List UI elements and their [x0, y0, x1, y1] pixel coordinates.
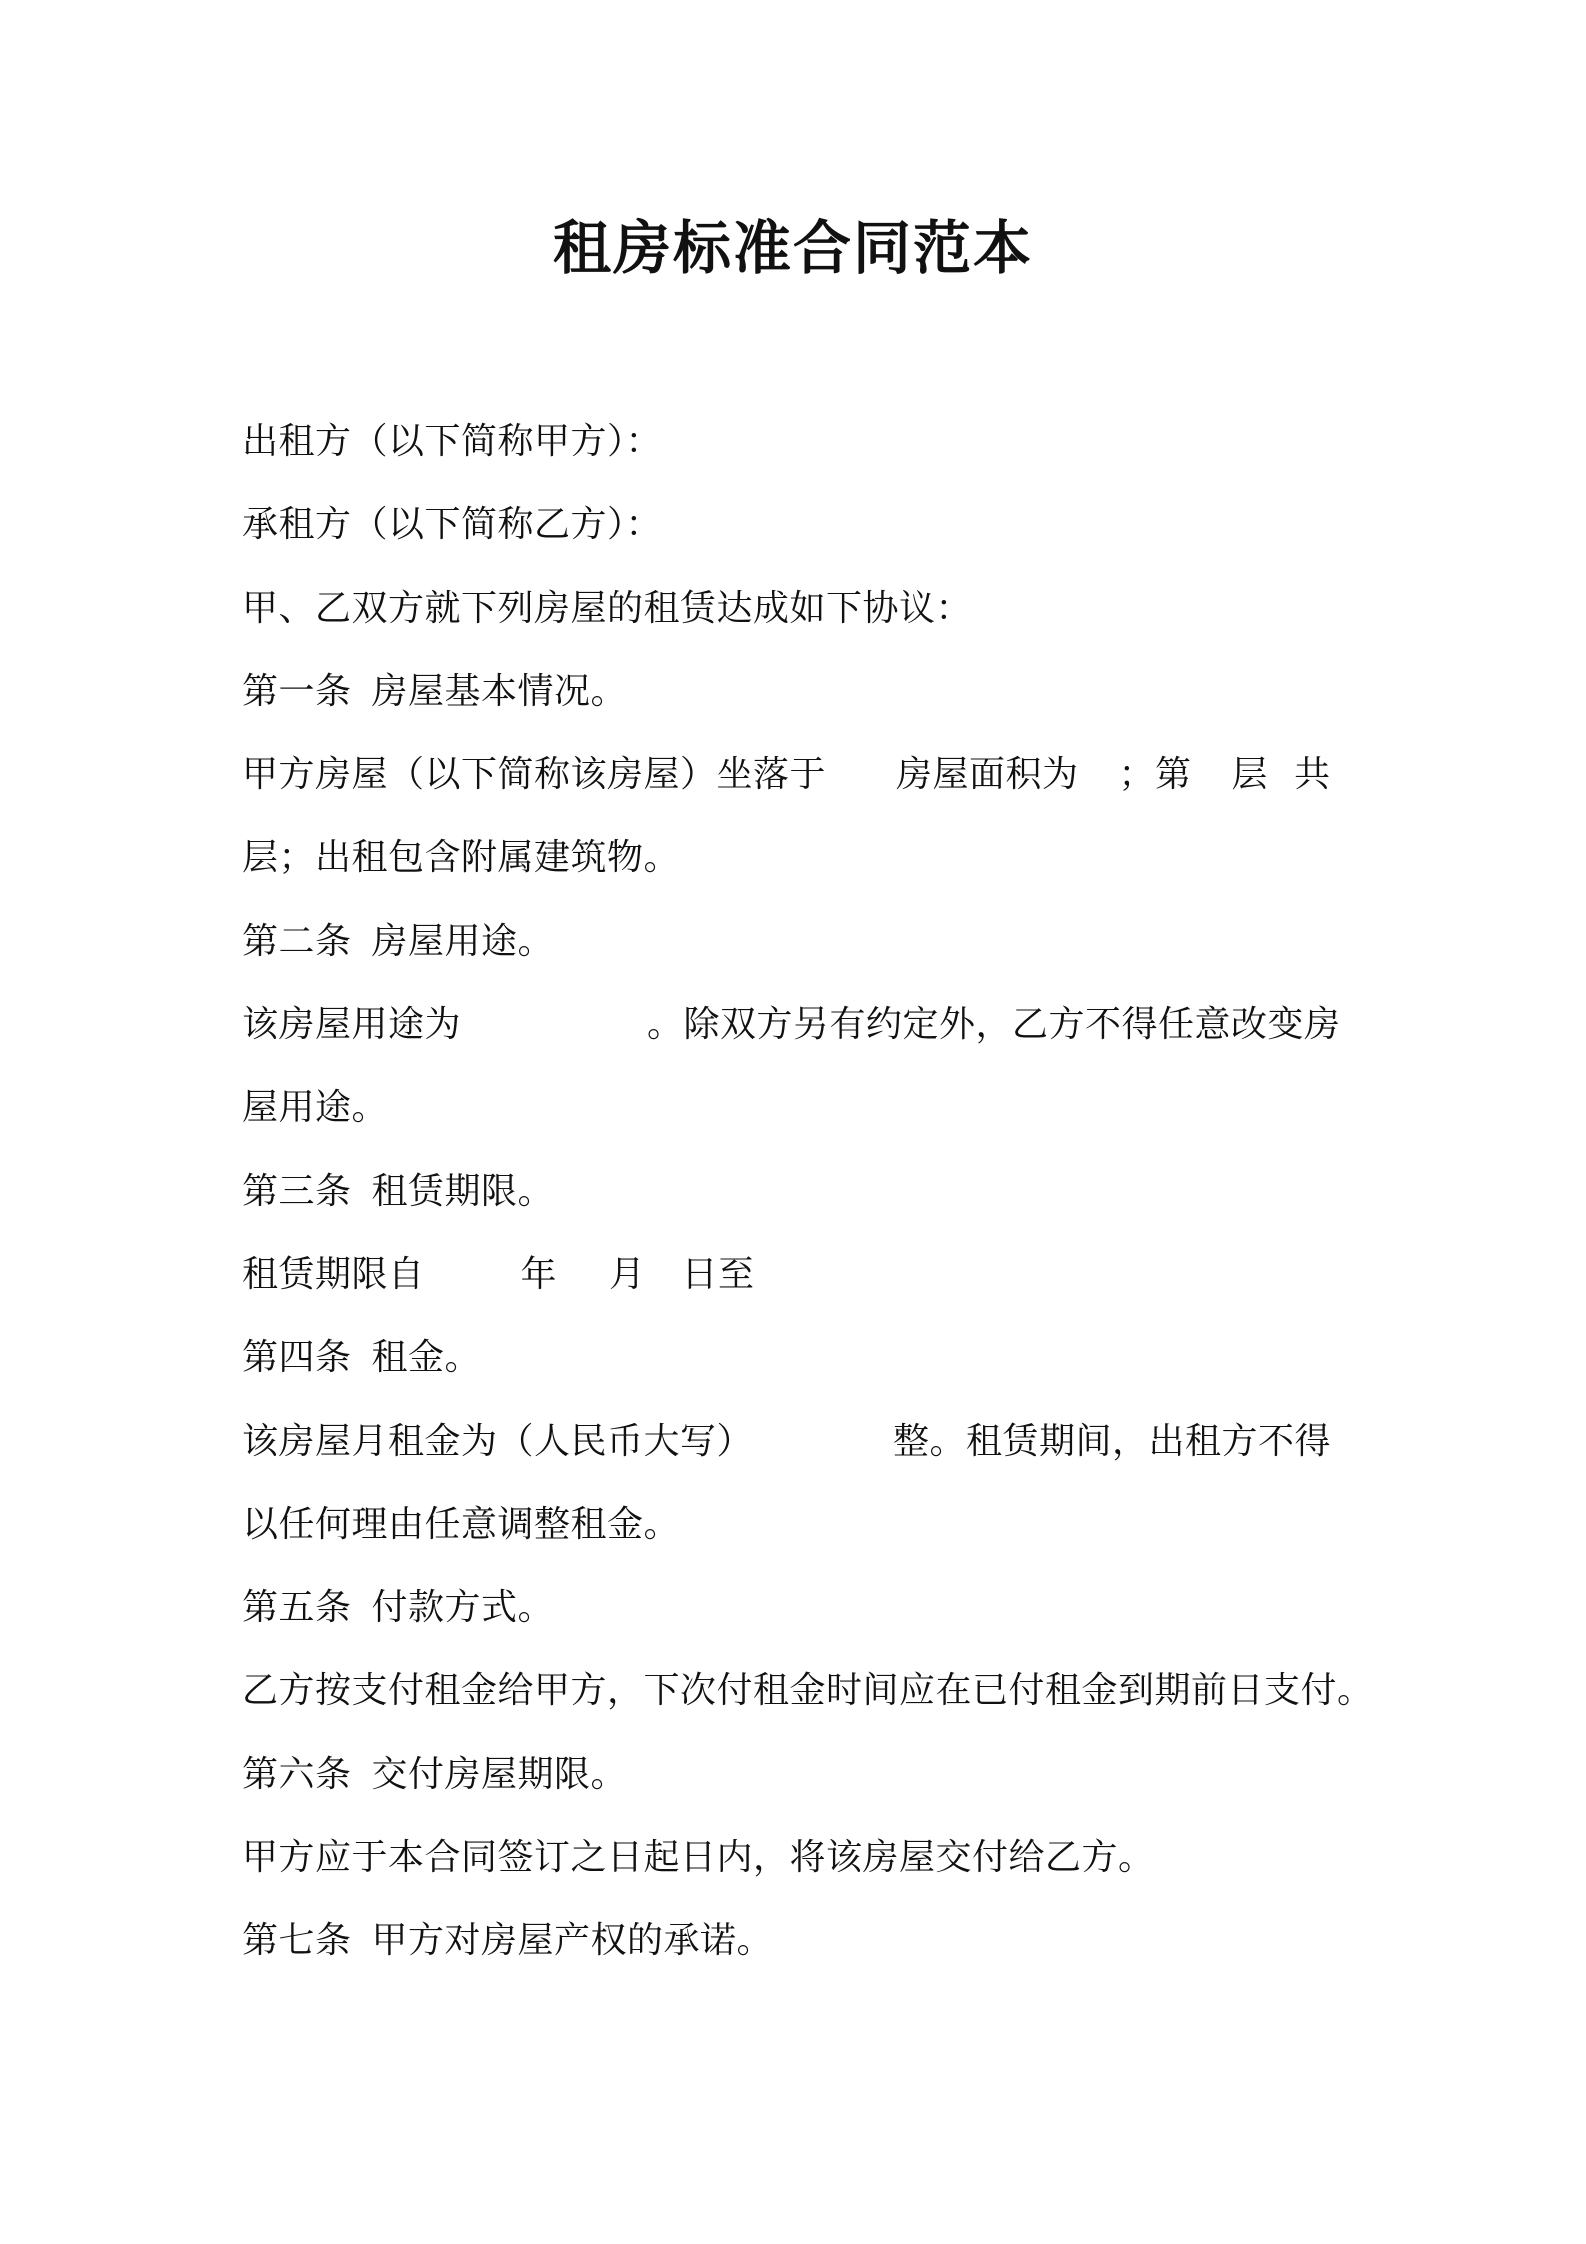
paragraph-text: 甲方房屋（以下简称该房屋）坐落于: [242, 754, 827, 796]
article-4-paragraph-line-2: [242, 1483, 1382, 1566]
document-body: [242, 400, 1382, 1983]
article-number: 第一条: [242, 670, 352, 712]
paragraph-text: 日至: [681, 1253, 755, 1295]
article-number: 第七条: [242, 1920, 352, 1962]
article-5-heading: [242, 1566, 1382, 1649]
lessor-label: 出租方（以下简称甲方）：: [242, 421, 663, 462]
paragraph-text: 甲方应于本合同签订之日起日内，将该房屋交付给乙方。: [242, 1837, 1155, 1879]
article-3-paragraph-line-1: [242, 1233, 1382, 1316]
paragraph-text: 层: [1231, 754, 1269, 796]
article-title: 租金。: [371, 1337, 482, 1379]
article-title: 房屋用途。: [371, 920, 555, 962]
lessee-line: [242, 483, 1382, 566]
article-4-heading: [242, 1316, 1382, 1399]
paragraph-text: 屋用途。: [242, 1087, 389, 1129]
article-7-heading: [242, 1899, 1382, 1982]
article-4-paragraph-line-1: [242, 1400, 1382, 1483]
article-1-paragraph-line-2: [242, 816, 1382, 899]
paragraph-text: 。除双方另有约定外，乙方不得任意改变房: [647, 1004, 1341, 1046]
paragraph-text: 以任何理由任意调整租金。: [242, 1503, 681, 1545]
article-number: 第三条: [242, 1170, 352, 1212]
lessor-line: [242, 400, 1382, 483]
article-number: 第六条: [242, 1753, 352, 1795]
document-title: 租房标准合同范本: [552, 214, 1033, 282]
article-title: 房屋基本情况。: [371, 670, 628, 712]
article-2-paragraph-line-2: [242, 1066, 1382, 1149]
article-number: 第四条: [242, 1337, 352, 1379]
article-2-paragraph-line-1: [242, 983, 1382, 1066]
paragraph-text: 层；出租包含附属建筑物。: [242, 837, 681, 879]
lessee-label: 承租方（以下简称乙方）：: [242, 504, 663, 546]
article-title: 交付房屋期限。: [371, 1753, 628, 1795]
article-2-heading: [242, 900, 1382, 983]
paragraph-text: 年: [520, 1253, 558, 1295]
paragraph-text: 该房屋用途为: [242, 1004, 462, 1046]
article-1-paragraph-line-1: [242, 733, 1382, 816]
article-title: 租赁期限。: [371, 1170, 555, 1212]
paragraph-text: 整。租赁期间，出租方不得: [893, 1420, 1332, 1462]
article-1-heading: [242, 650, 1382, 733]
article-title: 甲方对房屋产权的承诺。: [371, 1920, 774, 1962]
paragraph-text: ；第: [1118, 754, 1192, 796]
paragraph-text: 月: [609, 1253, 646, 1295]
article-5-paragraph-line-1: [242, 1649, 1382, 1732]
article-number: 第二条: [242, 920, 352, 962]
paragraph-text: 乙方按支付租金给甲方，下次付租金时间应在已付租金到期前日支付。: [242, 1670, 1374, 1712]
paragraph-text: 该房屋月租金为（人民币大写）: [242, 1420, 754, 1462]
intro-line: [242, 567, 1382, 650]
paragraph-text: 房屋面积为: [896, 754, 1079, 796]
article-title: 付款方式。: [371, 1587, 555, 1629]
article-3-heading: [242, 1150, 1382, 1233]
paragraph-text: 租赁期限自: [242, 1253, 425, 1295]
intro-text: 甲、乙双方就下列房屋的租赁达成如下协议：: [242, 587, 973, 629]
article-6-paragraph-line-1: [242, 1816, 1382, 1899]
article-6-heading: [242, 1733, 1382, 1816]
article-number: 第五条: [242, 1587, 352, 1629]
paragraph-text: 共: [1294, 754, 1331, 796]
